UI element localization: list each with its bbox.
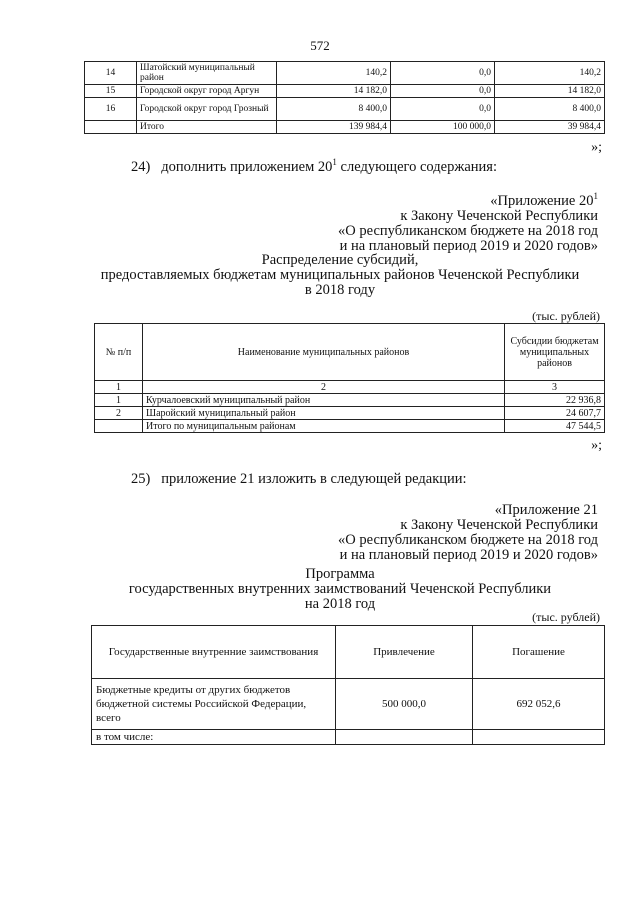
- appendix-title: «Приложение 21: [494, 502, 598, 518]
- appendix-law-title: «О республиканском бюджете на 2018 год: [338, 222, 598, 239]
- item-number: 24): [131, 158, 151, 175]
- district-name: Городской округ город Аргун: [137, 85, 277, 98]
- heading-line: предоставляемых бюджетам муниципальных районов Чеченской Республики: [100, 267, 580, 283]
- table-header-row: [95, 324, 605, 381]
- row-number: 14: [85, 62, 137, 85]
- value-cell: 0,0: [391, 85, 495, 98]
- item-text: дополнить приложением 20: [161, 158, 333, 175]
- superscript: 1: [593, 191, 598, 201]
- district-name: Курчалоевский муниципальный район: [143, 394, 505, 407]
- district-name: Городской округ город Грозный: [137, 98, 277, 121]
- borrowing-type: в том числе:: [92, 730, 336, 745]
- table-row: [95, 407, 605, 420]
- table-header-row: [92, 626, 605, 679]
- column-header: Погашение: [473, 626, 605, 679]
- heading-line: на 2018 год: [304, 596, 376, 612]
- total-row: [95, 420, 605, 433]
- value-cell: [336, 730, 473, 745]
- total-row: [85, 121, 605, 134]
- value-cell: 500 000,0: [336, 679, 473, 730]
- item-text: следующего содержания:: [336, 158, 497, 175]
- district-name: Шатойский муниципальный район: [137, 62, 277, 85]
- row-number: 15: [85, 85, 137, 98]
- page-number: 572: [310, 38, 330, 53]
- row-number: 16: [85, 98, 137, 121]
- heading-line: Распределение субсидий,: [261, 252, 419, 268]
- subsidies-distribution-table: [94, 323, 605, 433]
- index-cell: 1: [95, 381, 143, 394]
- value-cell: 140,2: [495, 62, 605, 85]
- section-heading-20: [60, 253, 620, 298]
- table-row: [92, 679, 605, 730]
- value-cell: [473, 730, 605, 745]
- appendix-21-header: [338, 503, 598, 563]
- appendix-law-title-cont: и на плановый период 2019 и 2020 годов»: [339, 237, 598, 254]
- appendix-law: к Закону Чеченской Республики: [400, 207, 598, 224]
- value-cell: 22 936,8: [505, 394, 605, 407]
- value-cell: 8 400,0: [495, 98, 605, 121]
- district-name: Шаройский муниципальный район: [143, 407, 505, 420]
- borrowings-program-table: [91, 625, 605, 745]
- subsidies-table-continuation: [84, 61, 605, 134]
- item-24: [131, 157, 497, 176]
- borrowing-type: Бюджетные кредиты от других бюджетов бюджетной системы Российской Федерации, всего: [92, 679, 336, 730]
- unit-label: (тыс. рублей): [532, 610, 600, 624]
- row-number: 1: [95, 394, 143, 407]
- appendix-law-title-cont: и на плановый период 2019 и 2020 годов»: [339, 547, 598, 563]
- appendix-law: к Закону Чеченской Республики: [400, 517, 598, 533]
- unit-label: (тыс. рублей): [532, 309, 600, 323]
- table-row: [85, 62, 605, 85]
- index-cell: 3: [505, 381, 605, 394]
- index-cell: 2: [143, 381, 505, 394]
- section-heading-21: [60, 567, 620, 612]
- heading-line: Программа: [305, 566, 375, 582]
- column-header: Государственные внутренние заимствования: [92, 626, 336, 679]
- closing-quote: »;: [591, 140, 602, 155]
- empty-cell: [95, 420, 143, 433]
- value-cell: 14 182,0: [277, 85, 391, 98]
- total-value: 139 984,4: [277, 121, 391, 134]
- heading-line: в 2018 году: [304, 282, 376, 298]
- closing-quote: »;: [591, 438, 602, 453]
- value-cell: 14 182,0: [495, 85, 605, 98]
- row-number: [85, 121, 137, 134]
- table-row: [95, 394, 605, 407]
- superscript: 1: [332, 157, 337, 167]
- value-cell: 0,0: [391, 98, 495, 121]
- value-cell: 692 052,6: [473, 679, 605, 730]
- item-25: [131, 471, 467, 488]
- appendix-law-title: «О республиканском бюджете на 2018 год: [338, 532, 598, 548]
- item-number: 25): [131, 471, 151, 487]
- total-value: 100 000,0: [391, 121, 495, 134]
- column-header: Наименование муниципальных районов: [143, 324, 505, 381]
- item-text: приложение 21 изложить в следующей редакции:: [161, 471, 467, 487]
- table-row: [92, 730, 605, 745]
- column-header: Субсидии бюджетам муниципальных районов: [505, 324, 605, 381]
- value-cell: 0,0: [391, 62, 495, 85]
- value-cell: 140,2: [277, 62, 391, 85]
- total-label: Итого: [137, 121, 277, 134]
- table-row: [85, 98, 605, 121]
- total-value: 47 544,5: [505, 420, 605, 433]
- appendix-20-header: [338, 189, 598, 254]
- row-number: 2: [95, 407, 143, 420]
- column-header: № п/п: [95, 324, 143, 381]
- value-cell: 24 607,7: [505, 407, 605, 420]
- column-header: Привлечение: [336, 626, 473, 679]
- table-row: [85, 85, 605, 98]
- total-label: Итого по муниципальным районам: [143, 420, 505, 433]
- index-row: [95, 381, 605, 394]
- total-value: 39 984,4: [495, 121, 605, 134]
- value-cell: 8 400,0: [277, 98, 391, 121]
- heading-line: государственных внутренних заимствований Чеченской Республики: [128, 581, 552, 597]
- appendix-title: «Приложение 20: [490, 192, 594, 209]
